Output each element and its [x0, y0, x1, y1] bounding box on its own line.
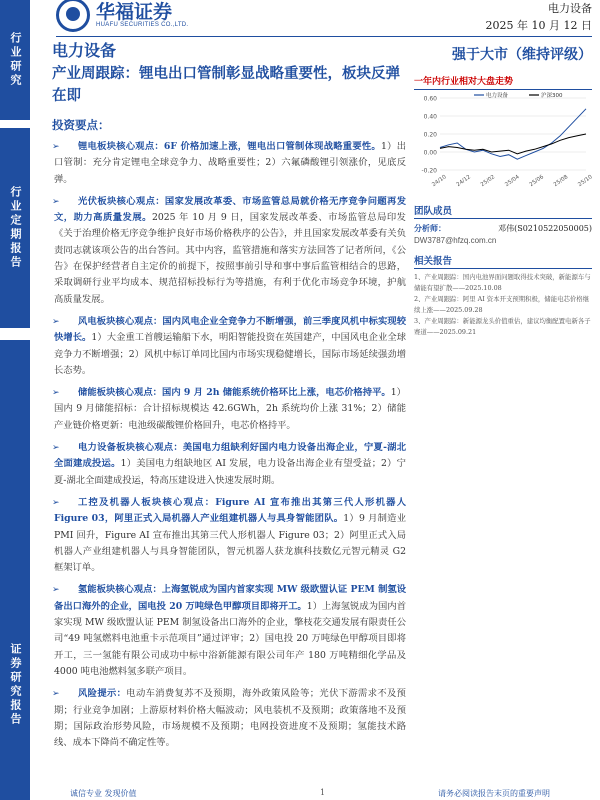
sidebar-block-securities-report: 证券研究报告	[0, 340, 30, 800]
company-logo	[56, 0, 188, 32]
sidebar-block-industry-research: 行业研究	[0, 0, 30, 120]
point-heading: 储能板块核心观点：国内 9 月 2h 储能系统价格环比上涨，电芯价格持平。	[78, 387, 391, 399]
x-tick-label: 25/10	[577, 174, 592, 189]
page-footer	[30, 788, 600, 800]
x-tick-label: 25/06	[528, 174, 545, 189]
point-body: 1）大金重工首艘运输船下水，明阳智能投资在英国建产，中国风电企业全球竞争力不断增强；2）风机中标订单同比国内市场实现稳健增长，国际市场延续强劲增长态势。	[54, 332, 406, 376]
related-report-item[interactable]: 3、产业周跟踪：新能源龙头价值重估，建议均衡配置电新各子赛道——2025.09.21	[414, 317, 591, 336]
point-heading: 氢能板块核心观点：上海氢锐成为国内首家实现 MW 级欧盟认证 PEM 制氢设备出口海外的企业，国电投 20 万吨绿色甲醇项目即将开工。	[54, 584, 406, 612]
arrow-bullet-icon: ➢	[52, 142, 60, 152]
point-body: 1）上海氢锐成为国内首家实现 MW 级欧盟认证 PEM 制氢设备出口海外的企业，擎枝花交通发展有限责任公司“49 吨氢燃料电池重卡示范项目”通过评审；2）国电投 20 万吨绿色甲醇项目即将开工，三一氢能有限公司成功中标中浴新能源有限公司年产 180 万吨精细化学品及 4000 吨电池燃料氢多联产项目。	[54, 600, 406, 677]
point-body: 1）出口管制：充分肯定锂电全球竞争力、战略重要性；2）六氟磷酸锂引领涨价，见底反弹。	[54, 141, 406, 185]
point-body: 2025 年 10 月 9 日，国家发展改革委、市场监管总局印发《关于治理价格无序竞争维护良好市场价格秩序的公告》，并且国家发展改革委有关负责同志就该项公告的出台答问。其中内容，监管措施和落实方法回答了记者所问，《公告》在保护经营者自主定价的前提下，按照事前引导和事中事后监管相结合的思路，采取调研行业平均成本、规范招标投标行为等措施，有利于优化市场竞争环境，护航高质量发展。	[54, 212, 406, 305]
report-title: 产业周跟踪：锂电出口管制彰显战略重要性，板块反弹在即	[52, 65, 400, 104]
analyst-title: 分析师：	[414, 223, 446, 233]
sidebar	[0, 0, 30, 800]
logo-mark-icon	[56, 0, 90, 32]
investment-point	[52, 385, 406, 434]
header-divider	[56, 36, 592, 37]
investment-point	[52, 686, 406, 751]
arrow-bullet-icon: ➢	[52, 443, 60, 454]
series-line	[440, 134, 586, 154]
main-content	[52, 38, 406, 757]
related-heading: 相关报告	[414, 253, 592, 269]
y-tick-label: -0.20	[421, 167, 437, 175]
point-body: 1）美国电力组缺地区 AI 发展，电力设备出海企业有望受益；2）宁夏-湖北全面建成投运，特高压建设进入快速发展时期。	[54, 458, 406, 486]
performance-chart	[414, 90, 592, 195]
legend-label: 沪深300	[541, 93, 563, 99]
rating: 强于大市（维持评级）	[452, 47, 592, 63]
page-number: 1	[320, 788, 326, 797]
arrow-bullet-icon: ➢	[52, 316, 60, 327]
team-heading: 团队成员	[414, 203, 592, 219]
chart-title: 一年内行业相对大盘走势	[414, 74, 592, 90]
points-heading: 投资要点：	[52, 118, 110, 132]
page-header	[30, 0, 600, 38]
sidebar-block-periodic-report: 行业定期报告	[0, 128, 30, 328]
analyst-row	[414, 223, 592, 234]
x-tick-label: 25/08	[552, 174, 570, 189]
chart-svg	[414, 90, 592, 195]
y-tick-label: 0.40	[423, 113, 437, 121]
point-body: 1）9 月制造业 PMI 回升，Figure AI 宣布推出其第三代人形机器人 Figure 03；2）阿里正式入局机器人产业组建机器人与具身智能团队，智元机器人获龙旗科技数亿元智元精灵 G2 框架订单。	[54, 513, 406, 574]
footer-disclaimer: 请务必阅读报告末页的重要声明	[438, 789, 550, 798]
x-tick-label: 25/04	[504, 174, 521, 189]
report-date: 2025 年 10 月 12 日	[485, 19, 592, 32]
investment-point	[52, 582, 406, 680]
point-heading: 电力设备板块核心观点：美国电力组缺利好国内电力设备出海企业，宁夏-湖北全面建成投运。	[54, 442, 406, 470]
footer-slogan: 诚信专业 发现价值	[70, 789, 137, 798]
x-tick-label: 25/02	[479, 174, 497, 189]
investment-point	[52, 314, 406, 379]
header-category: 电力设备	[548, 2, 592, 15]
analyst-name: 邓伟(S0210522050005)	[498, 224, 592, 233]
investment-point	[52, 139, 406, 188]
investment-point	[52, 440, 406, 489]
point-heading: 风险提示：	[78, 688, 127, 700]
point-heading: 锂电板块核心观点：6F 价格加速上涨，锂电出口管制体现战略重要性。	[78, 141, 381, 152]
logo-cn-text: 华福证券	[96, 0, 173, 23]
x-tick-label: 24/10	[431, 174, 448, 189]
arrow-bullet-icon: ➢	[52, 497, 60, 508]
point-heading: 光伏板块核心观点：国家发展改革委、市场监管总局就价格无序竞争问题再发文，助力高质量发展。	[54, 195, 406, 224]
related-reports	[414, 272, 592, 337]
y-tick-label: 0.20	[423, 131, 437, 139]
points-list	[52, 139, 406, 751]
point-heading: 风电板块核心观点：国内风电企业全竞争力不断增强，前三季度风机中标实现较快增长。	[54, 315, 406, 344]
y-tick-label: 0.60	[423, 95, 437, 103]
arrow-bullet-icon: ➢	[52, 585, 60, 596]
arrow-bullet-icon: ➢	[52, 388, 60, 399]
legend-label: 电力设备	[486, 93, 509, 99]
point-heading: 工控及机器人板块核心观点：Figure AI 宣布推出其第三代人形机器人 Figure 03，阿里正式入局机器人产业组建机器人与具身智能团队。	[54, 496, 406, 525]
y-tick-label: 0.00	[423, 149, 437, 157]
arrow-bullet-icon: ➢	[52, 196, 60, 207]
logo-en-text: HUAFU SECURITIES CO.,LTD.	[96, 21, 189, 28]
point-body: 1）国内 9 月储能招标：合计招标规模达 42.6GWh，2h 系统均价上涨 31%；2）储能产业链价格更新：电池级碳酸锂价格回升，电芯价格持平。	[54, 387, 406, 431]
investment-point	[52, 495, 406, 576]
related-report-item[interactable]: 1、产业周跟踪：国内电池界面问题取得技术突破，新能源车与储能有望扩散——2025.10.08	[414, 273, 591, 292]
right-column	[414, 38, 592, 338]
analyst-email[interactable]: DW3787@hfzq.com.cn	[414, 236, 497, 245]
category-title: 电力设备	[52, 41, 117, 60]
arrow-bullet-icon: ➢	[52, 689, 60, 700]
point-body: 电动车消费复苏不及预期，海外政策风险等；光伏下游需求不及预期；行业竞争加剧；上游原材料价格大幅波动；风电装机不及预期；政策落地不及预期；国际政治形势风险，市场规模不及预期；电网投资进度不及预期；氢能技术路线、成本下降尚不确定性等。	[54, 688, 406, 749]
related-report-item[interactable]: 2、产业周跟踪：阿里 AI 资本开支预期积极，储能电芯价格继续上涨——2025.09.28	[414, 295, 590, 314]
x-tick-label: 24/12	[455, 174, 472, 189]
investment-point	[52, 194, 406, 308]
